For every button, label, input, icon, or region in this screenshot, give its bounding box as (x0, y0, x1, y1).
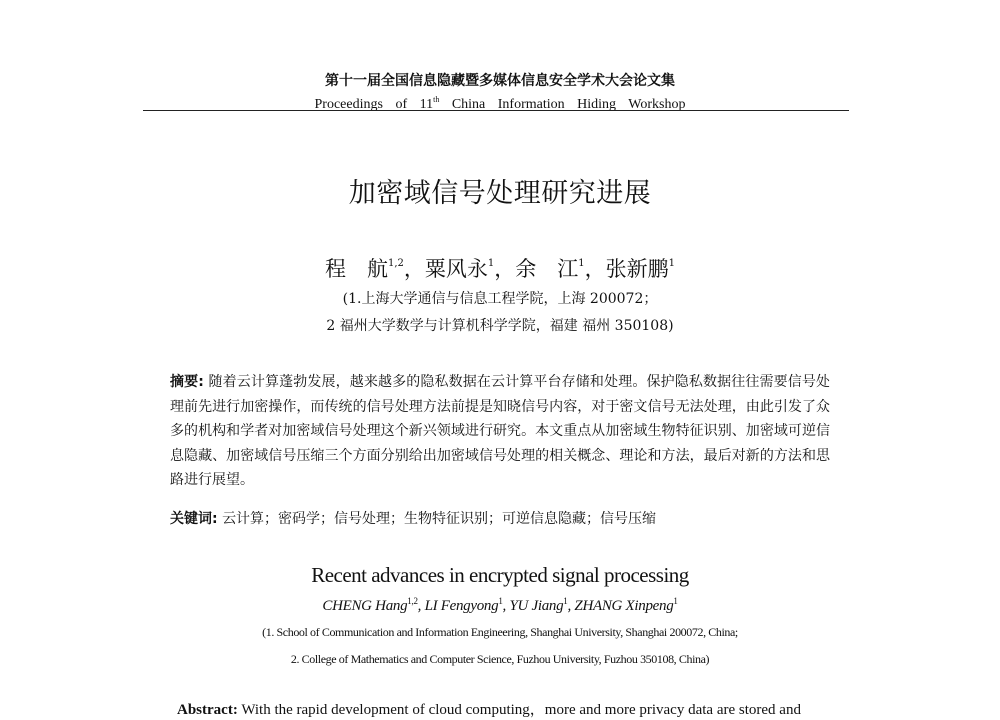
author-en-affiliation-mark: 1 (498, 596, 503, 606)
affiliation-en-line-1: (1. School of Communication and Information Engineering, Shanghai University, Shanghai 200072, China; (262, 625, 738, 639)
author-en-name: LI Fengyong (424, 598, 499, 614)
author-en-name: YU Jiang (509, 598, 564, 614)
author-en-separator: , (567, 598, 575, 614)
author-en-affiliation-mark: 1 (563, 596, 568, 606)
author-en-name: CHENG Hang (322, 598, 408, 614)
affiliation-en-line-2: 2. College of Mathematics and Computer Science, Fuzhou University, Fuzhou 350108, China) (290, 652, 710, 666)
author-separator: ， (494, 257, 516, 281)
abstract-en-label: Abstract: (177, 702, 238, 718)
header-en-sup: th (433, 95, 440, 104)
affiliation-line-2: 2 福州大学数学与计算机科学学院，福建 福州 350108) (326, 318, 674, 334)
header-en-suffix: China Information Hiding Workshop (451, 97, 686, 112)
author-affiliation-mark: 1,2 (387, 258, 404, 269)
author-list-en (0, 591, 1000, 616)
proceedings-header-cn: 第十一届全国信息隐藏暨多媒体信息安全学术大会论文集 (325, 73, 675, 89)
abstract-en (177, 700, 837, 720)
header-rule (143, 110, 849, 111)
author-affiliation-mark: 1 (578, 258, 585, 269)
author-en-separator: , (417, 598, 425, 614)
keywords-text: 云计算；密码学；信号处理；生物特征识别；可逆信息隐藏；信号压缩 (222, 511, 657, 527)
paper-title-en: Recent advances in encrypted signal processing (311, 563, 689, 587)
author-name: 程 航 (324, 257, 388, 281)
author-name: 粟风永 (424, 257, 488, 281)
author-name: 张新鹏 (605, 257, 669, 281)
author-en-affiliation-mark: 1 (673, 596, 678, 606)
author-en-separator: , (502, 598, 510, 614)
author-name: 余 江 (515, 257, 579, 281)
keywords-label: 关键词: (170, 511, 218, 527)
abstract-en-text: With the rapid development of cloud computing，more and more privacy data are stored and (241, 702, 801, 718)
header-en-prefix: Proceedings of 11 (314, 97, 434, 112)
author-affiliation-mark: 1 (668, 258, 676, 269)
affiliation-line-1: (1.上海大学通信与信息工程学院，上海 200072； (342, 291, 658, 307)
abstract-label: 摘要: (170, 374, 204, 390)
author-affiliation-mark: 1 (487, 258, 495, 269)
author-separator: ， (403, 257, 425, 281)
paper-title: 加密域信号处理研究进展 (348, 178, 652, 209)
author-list (0, 250, 1000, 283)
author-separator: ， (584, 257, 606, 281)
abstract-cn (170, 370, 830, 493)
keywords-cn (170, 508, 830, 530)
author-en-affiliation-mark: 1,2 (407, 596, 418, 606)
abstract-text: 随着云计算蓬勃发展，越来越多的隐私数据在云计算平台存储和处理。保护隐私数据往往需要信号处理前先进行加密操作，而传统的信号处理方法前提是知晓信号内容，对于密文信号无法处理，由此引发了众多的机构和学者对加密域信号处理这个新兴领域进行研究。本文重点从加密域生物特征识别、加密域可逆信息隐藏、加密域信号压缩三个方面分别给出加密域信号处理的相关概念、理论和方法，最后对新的方法和思路进行展望。 (170, 374, 831, 488)
author-en-name: ZHANG Xinpeng (574, 598, 674, 614)
